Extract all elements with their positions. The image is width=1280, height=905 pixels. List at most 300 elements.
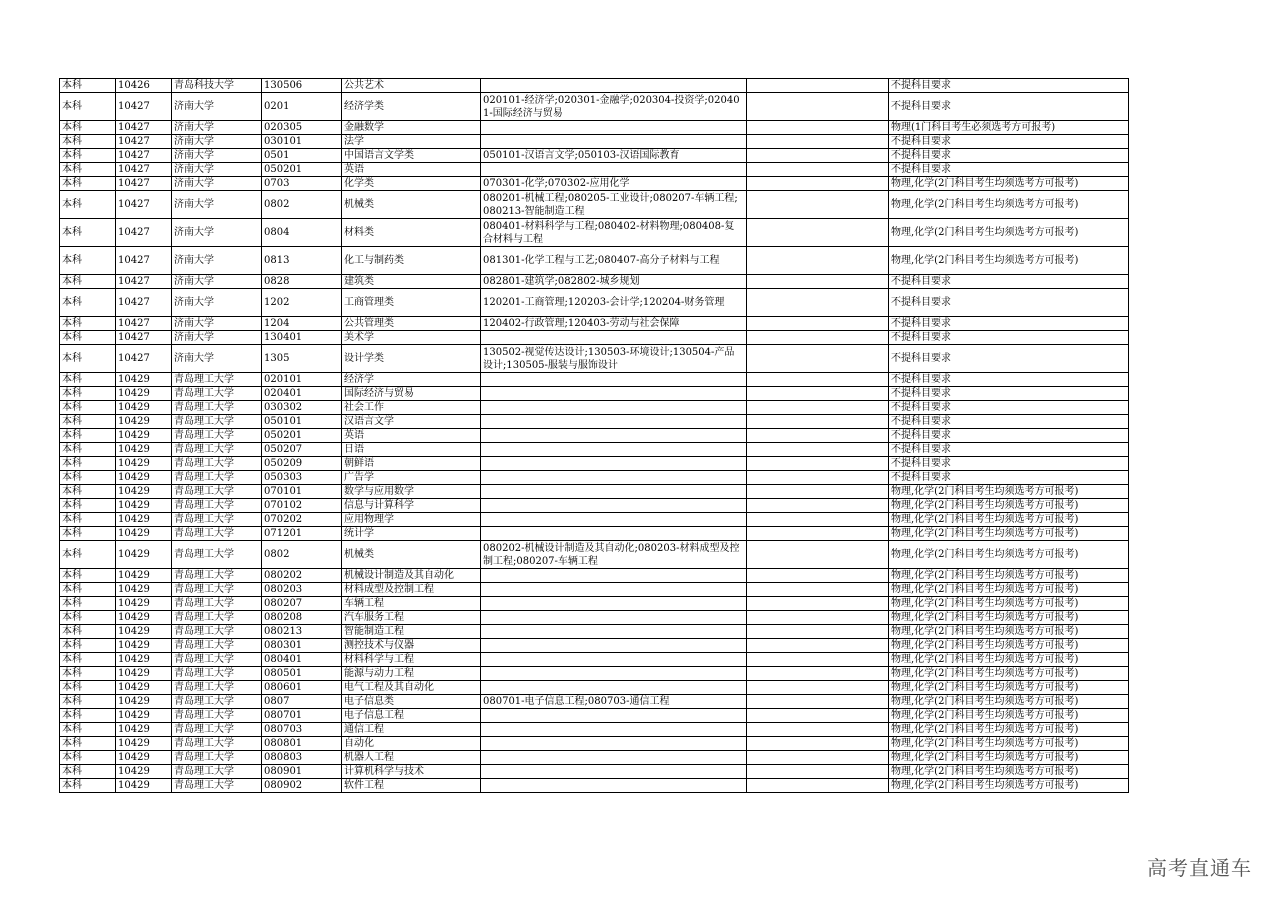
note-cell bbox=[747, 667, 889, 681]
table-row bbox=[60, 695, 1129, 709]
major-code-cell: 050207 bbox=[262, 443, 342, 457]
major-code-cell: 080401 bbox=[262, 653, 342, 667]
included-majors-cell bbox=[481, 163, 747, 177]
level-cell: 本科 bbox=[60, 219, 116, 247]
included-majors-cell bbox=[481, 443, 747, 457]
subject-requirement-cell: 物理,化学(2门科目考生均须选考方可报考) bbox=[889, 569, 1129, 583]
school-code-cell: 10429 bbox=[116, 499, 172, 513]
table-row bbox=[60, 135, 1129, 149]
included-majors-cell: 081301-化学工程与工艺;080407-高分子材料与工程 bbox=[481, 247, 747, 275]
subject-requirement-cell: 物理,化学(2门科目考生均须选考方可报考) bbox=[889, 751, 1129, 765]
major-name-cell: 公共管理类 bbox=[342, 317, 481, 331]
major-code-cell: 0807 bbox=[262, 695, 342, 709]
included-majors-cell bbox=[481, 415, 747, 429]
major-code-cell: 080203 bbox=[262, 583, 342, 597]
note-cell bbox=[747, 695, 889, 709]
note-cell bbox=[747, 317, 889, 331]
school-name-cell: 青岛理工大学 bbox=[172, 415, 262, 429]
major-code-cell: 080902 bbox=[262, 779, 342, 793]
major-code-cell: 130506 bbox=[262, 79, 342, 93]
subject-requirement-cell: 物理,化学(2门科目考生均须选考方可报考) bbox=[889, 219, 1129, 247]
level-cell: 本科 bbox=[60, 653, 116, 667]
school-name-cell: 青岛理工大学 bbox=[172, 723, 262, 737]
school-code-cell: 10429 bbox=[116, 373, 172, 387]
school-code-cell: 10429 bbox=[116, 513, 172, 527]
level-cell: 本科 bbox=[60, 569, 116, 583]
subject-requirement-cell: 物理,化学(2门科目考生均须选考方可报考) bbox=[889, 499, 1129, 513]
included-majors-cell bbox=[481, 499, 747, 513]
table-row bbox=[60, 751, 1129, 765]
table-row bbox=[60, 443, 1129, 457]
school-code-cell: 10427 bbox=[116, 163, 172, 177]
table-row bbox=[60, 275, 1129, 289]
note-cell bbox=[747, 723, 889, 737]
school-name-cell: 青岛理工大学 bbox=[172, 471, 262, 485]
table-row bbox=[60, 569, 1129, 583]
subject-requirement-cell: 物理,化学(2门科目考生均须选考方可报考) bbox=[889, 667, 1129, 681]
note-cell bbox=[747, 331, 889, 345]
note-cell bbox=[747, 429, 889, 443]
level-cell: 本科 bbox=[60, 695, 116, 709]
subject-requirement-cell: 不提科目要求 bbox=[889, 387, 1129, 401]
note-cell bbox=[747, 443, 889, 457]
subject-requirement-cell: 不提科目要求 bbox=[889, 443, 1129, 457]
school-name-cell: 青岛理工大学 bbox=[172, 457, 262, 471]
major-code-cell: 0804 bbox=[262, 219, 342, 247]
major-name-cell: 通信工程 bbox=[342, 723, 481, 737]
included-majors-cell bbox=[481, 121, 747, 135]
subject-requirement-cell: 物理,化学(2门科目考生均须选考方可报考) bbox=[889, 723, 1129, 737]
level-cell: 本科 bbox=[60, 415, 116, 429]
major-name-cell: 材料科学与工程 bbox=[342, 653, 481, 667]
table-row bbox=[60, 583, 1129, 597]
table-row bbox=[60, 457, 1129, 471]
level-cell: 本科 bbox=[60, 177, 116, 191]
school-name-cell: 青岛理工大学 bbox=[172, 765, 262, 779]
major-name-cell: 机器人工程 bbox=[342, 751, 481, 765]
major-name-cell: 日语 bbox=[342, 443, 481, 457]
note-cell bbox=[747, 513, 889, 527]
subject-requirement-cell: 物理,化学(2门科目考生均须选考方可报考) bbox=[889, 485, 1129, 499]
note-cell bbox=[747, 779, 889, 793]
school-code-cell: 10426 bbox=[116, 79, 172, 93]
included-majors-cell bbox=[481, 387, 747, 401]
major-name-cell: 汽车服务工程 bbox=[342, 611, 481, 625]
table-row bbox=[60, 471, 1129, 485]
school-code-cell: 10429 bbox=[116, 387, 172, 401]
subject-requirement-cell: 物理,化学(2门科目考生均须选考方可报考) bbox=[889, 611, 1129, 625]
school-code-cell: 10429 bbox=[116, 471, 172, 485]
major-code-cell: 1202 bbox=[262, 289, 342, 317]
included-majors-cell: 080201-机械工程;080205-工业设计;080207-车辆工程;080213-智能制造工程 bbox=[481, 191, 747, 219]
table-row bbox=[60, 401, 1129, 415]
school-name-cell: 青岛理工大学 bbox=[172, 541, 262, 569]
level-cell: 本科 bbox=[60, 373, 116, 387]
school-name-cell: 青岛理工大学 bbox=[172, 527, 262, 541]
subject-requirement-cell: 物理,化学(2门科目考生均须选考方可报考) bbox=[889, 779, 1129, 793]
included-majors-cell: 080401-材料科学与工程;080402-材料物理;080408-复合材料与工程 bbox=[481, 219, 747, 247]
school-name-cell: 济南大学 bbox=[172, 191, 262, 219]
included-majors-cell bbox=[481, 625, 747, 639]
included-majors-cell bbox=[481, 737, 747, 751]
major-code-cell: 050209 bbox=[262, 457, 342, 471]
major-name-cell: 经济学类 bbox=[342, 93, 481, 121]
table-row bbox=[60, 219, 1129, 247]
major-code-cell: 070101 bbox=[262, 485, 342, 499]
watermark-text: 高考直通车 bbox=[1147, 856, 1252, 880]
school-code-cell: 10429 bbox=[116, 751, 172, 765]
school-code-cell: 10429 bbox=[116, 401, 172, 415]
major-code-cell: 030101 bbox=[262, 135, 342, 149]
subject-requirement-cell: 物理,化学(2门科目考生均须选考方可报考) bbox=[889, 527, 1129, 541]
table-row bbox=[60, 681, 1129, 695]
included-majors-cell: 080701-电子信息工程;080703-通信工程 bbox=[481, 695, 747, 709]
included-majors-cell: 130502-视觉传达设计;130503-环境设计;130504-产品设计;130505-服装与服饰设计 bbox=[481, 345, 747, 373]
included-majors-cell: 070301-化学;070302-应用化学 bbox=[481, 177, 747, 191]
table-row bbox=[60, 247, 1129, 275]
school-code-cell: 10427 bbox=[116, 289, 172, 317]
level-cell: 本科 bbox=[60, 121, 116, 135]
major-code-cell: 050303 bbox=[262, 471, 342, 485]
level-cell: 本科 bbox=[60, 681, 116, 695]
subject-requirement-cell: 不提科目要求 bbox=[889, 163, 1129, 177]
major-code-cell: 0802 bbox=[262, 191, 342, 219]
major-name-cell: 统计学 bbox=[342, 527, 481, 541]
subject-requirement-cell: 物理,化学(2门科目考生均须选考方可报考) bbox=[889, 177, 1129, 191]
subject-requirement-cell: 物理,化学(2门科目考生均须选考方可报考) bbox=[889, 765, 1129, 779]
major-code-cell: 070102 bbox=[262, 499, 342, 513]
included-majors-cell bbox=[481, 429, 747, 443]
subject-requirement-cell: 物理,化学(2门科目考生均须选考方可报考) bbox=[889, 737, 1129, 751]
included-majors-cell bbox=[481, 569, 747, 583]
major-name-cell: 广告学 bbox=[342, 471, 481, 485]
school-code-cell: 10427 bbox=[116, 93, 172, 121]
major-name-cell: 计算机科学与技术 bbox=[342, 765, 481, 779]
level-cell: 本科 bbox=[60, 513, 116, 527]
subject-requirement-cell: 物理,化学(2门科目考生均须选考方可报考) bbox=[889, 597, 1129, 611]
major-name-cell: 信息与计算科学 bbox=[342, 499, 481, 513]
level-cell: 本科 bbox=[60, 387, 116, 401]
major-code-cell: 080801 bbox=[262, 737, 342, 751]
major-code-cell: 080202 bbox=[262, 569, 342, 583]
school-code-cell: 10429 bbox=[116, 597, 172, 611]
note-cell bbox=[747, 177, 889, 191]
note-cell bbox=[747, 457, 889, 471]
table-row bbox=[60, 345, 1129, 373]
major-name-cell: 美术学 bbox=[342, 331, 481, 345]
major-name-cell: 汉语言文学 bbox=[342, 415, 481, 429]
school-code-cell: 10427 bbox=[116, 177, 172, 191]
included-majors-cell bbox=[481, 135, 747, 149]
subject-requirement-cell: 物理,化学(2门科目考生均须选考方可报考) bbox=[889, 709, 1129, 723]
subject-requirement-cell: 不提科目要求 bbox=[889, 401, 1129, 415]
school-name-cell: 济南大学 bbox=[172, 163, 262, 177]
school-code-cell: 10427 bbox=[116, 121, 172, 135]
subject-requirement-cell: 不提科目要求 bbox=[889, 331, 1129, 345]
major-code-cell: 020101 bbox=[262, 373, 342, 387]
subject-requirement-cell: 物理(1门科目考生必须选考方可报考) bbox=[889, 121, 1129, 135]
school-name-cell: 青岛理工大学 bbox=[172, 583, 262, 597]
level-cell: 本科 bbox=[60, 765, 116, 779]
note-cell bbox=[747, 191, 889, 219]
school-code-cell: 10427 bbox=[116, 247, 172, 275]
level-cell: 本科 bbox=[60, 471, 116, 485]
note-cell bbox=[747, 485, 889, 499]
school-name-cell: 青岛理工大学 bbox=[172, 485, 262, 499]
school-code-cell: 10429 bbox=[116, 611, 172, 625]
major-code-cell: 050201 bbox=[262, 429, 342, 443]
school-name-cell: 青岛理工大学 bbox=[172, 681, 262, 695]
level-cell: 本科 bbox=[60, 93, 116, 121]
level-cell: 本科 bbox=[60, 163, 116, 177]
major-name-cell: 应用物理学 bbox=[342, 513, 481, 527]
school-name-cell: 济南大学 bbox=[172, 149, 262, 163]
school-code-cell: 10429 bbox=[116, 681, 172, 695]
level-cell: 本科 bbox=[60, 709, 116, 723]
school-name-cell: 青岛理工大学 bbox=[172, 653, 262, 667]
level-cell: 本科 bbox=[60, 331, 116, 345]
note-cell bbox=[747, 149, 889, 163]
major-name-cell: 金融数学 bbox=[342, 121, 481, 135]
included-majors-cell bbox=[481, 723, 747, 737]
requirements-table bbox=[59, 78, 1129, 793]
table-row bbox=[60, 639, 1129, 653]
table-row bbox=[60, 541, 1129, 569]
school-code-cell: 10427 bbox=[116, 345, 172, 373]
major-code-cell: 0802 bbox=[262, 541, 342, 569]
major-code-cell: 130401 bbox=[262, 331, 342, 345]
note-cell bbox=[747, 275, 889, 289]
school-code-cell: 10429 bbox=[116, 457, 172, 471]
level-cell: 本科 bbox=[60, 429, 116, 443]
table-row bbox=[60, 317, 1129, 331]
level-cell: 本科 bbox=[60, 275, 116, 289]
school-name-cell: 济南大学 bbox=[172, 121, 262, 135]
school-code-cell: 10429 bbox=[116, 485, 172, 499]
level-cell: 本科 bbox=[60, 611, 116, 625]
included-majors-cell: 080202-机械设计制造及其自动化;080203-材料成型及控制工程;080207-车辆工程 bbox=[481, 541, 747, 569]
major-name-cell: 自动化 bbox=[342, 737, 481, 751]
major-name-cell: 工商管理类 bbox=[342, 289, 481, 317]
included-majors-cell bbox=[481, 373, 747, 387]
school-name-cell: 青岛理工大学 bbox=[172, 611, 262, 625]
school-name-cell: 青岛科技大学 bbox=[172, 79, 262, 93]
level-cell: 本科 bbox=[60, 149, 116, 163]
subject-requirement-cell: 物理,化学(2门科目考生均须选考方可报考) bbox=[889, 681, 1129, 695]
major-name-cell: 国际经济与贸易 bbox=[342, 387, 481, 401]
major-code-cell: 080703 bbox=[262, 723, 342, 737]
subject-requirement-cell: 不提科目要求 bbox=[889, 93, 1129, 121]
major-code-cell: 080803 bbox=[262, 751, 342, 765]
included-majors-cell bbox=[481, 779, 747, 793]
school-code-cell: 10429 bbox=[116, 541, 172, 569]
note-cell bbox=[747, 653, 889, 667]
subject-requirement-cell: 物理,化学(2门科目考生均须选考方可报考) bbox=[889, 653, 1129, 667]
note-cell bbox=[747, 499, 889, 513]
school-code-cell: 10429 bbox=[116, 667, 172, 681]
major-name-cell: 软件工程 bbox=[342, 779, 481, 793]
school-name-cell: 济南大学 bbox=[172, 93, 262, 121]
school-name-cell: 济南大学 bbox=[172, 247, 262, 275]
included-majors-cell: 050101-汉语言文学;050103-汉语国际教育 bbox=[481, 149, 747, 163]
major-code-cell: 0201 bbox=[262, 93, 342, 121]
included-majors-cell bbox=[481, 79, 747, 93]
table-row bbox=[60, 429, 1129, 443]
table-row bbox=[60, 121, 1129, 135]
school-name-cell: 济南大学 bbox=[172, 135, 262, 149]
level-cell: 本科 bbox=[60, 135, 116, 149]
included-majors-cell bbox=[481, 765, 747, 779]
level-cell: 本科 bbox=[60, 597, 116, 611]
included-majors-cell bbox=[481, 597, 747, 611]
school-name-cell: 济南大学 bbox=[172, 289, 262, 317]
level-cell: 本科 bbox=[60, 751, 116, 765]
level-cell: 本科 bbox=[60, 401, 116, 415]
school-code-cell: 10429 bbox=[116, 765, 172, 779]
note-cell bbox=[747, 135, 889, 149]
major-name-cell: 建筑类 bbox=[342, 275, 481, 289]
school-code-cell: 10429 bbox=[116, 625, 172, 639]
table-row bbox=[60, 709, 1129, 723]
major-name-cell: 测控技术与仪器 bbox=[342, 639, 481, 653]
included-majors-cell bbox=[481, 681, 747, 695]
subject-requirement-cell: 物理,化学(2门科目考生均须选考方可报考) bbox=[889, 625, 1129, 639]
school-name-cell: 济南大学 bbox=[172, 345, 262, 373]
note-cell bbox=[747, 541, 889, 569]
major-code-cell: 050101 bbox=[262, 415, 342, 429]
level-cell: 本科 bbox=[60, 345, 116, 373]
major-name-cell: 能源与动力工程 bbox=[342, 667, 481, 681]
table-row bbox=[60, 765, 1129, 779]
major-code-cell: 080213 bbox=[262, 625, 342, 639]
table-row bbox=[60, 499, 1129, 513]
subject-requirement-cell: 不提科目要求 bbox=[889, 415, 1129, 429]
note-cell bbox=[747, 527, 889, 541]
major-name-cell: 机械类 bbox=[342, 541, 481, 569]
major-code-cell: 080501 bbox=[262, 667, 342, 681]
major-name-cell: 英语 bbox=[342, 429, 481, 443]
level-cell: 本科 bbox=[60, 317, 116, 331]
table-row bbox=[60, 191, 1129, 219]
school-code-cell: 10429 bbox=[116, 569, 172, 583]
table-row bbox=[60, 597, 1129, 611]
table-row bbox=[60, 667, 1129, 681]
included-majors-cell bbox=[481, 639, 747, 653]
level-cell: 本科 bbox=[60, 443, 116, 457]
note-cell bbox=[747, 415, 889, 429]
school-code-cell: 10427 bbox=[116, 135, 172, 149]
school-name-cell: 青岛理工大学 bbox=[172, 443, 262, 457]
school-code-cell: 10429 bbox=[116, 709, 172, 723]
level-cell: 本科 bbox=[60, 667, 116, 681]
school-name-cell: 济南大学 bbox=[172, 275, 262, 289]
subject-requirement-cell: 物理,化学(2门科目考生均须选考方可报考) bbox=[889, 513, 1129, 527]
included-majors-cell bbox=[481, 751, 747, 765]
major-name-cell: 材料类 bbox=[342, 219, 481, 247]
school-name-cell: 青岛理工大学 bbox=[172, 737, 262, 751]
level-cell: 本科 bbox=[60, 583, 116, 597]
school-code-cell: 10429 bbox=[116, 695, 172, 709]
major-name-cell: 英语 bbox=[342, 163, 481, 177]
major-name-cell: 电气工程及其自动化 bbox=[342, 681, 481, 695]
major-code-cell: 020305 bbox=[262, 121, 342, 135]
school-name-cell: 青岛理工大学 bbox=[172, 387, 262, 401]
included-majors-cell bbox=[481, 611, 747, 625]
table-row bbox=[60, 779, 1129, 793]
note-cell bbox=[747, 373, 889, 387]
major-name-cell: 材料成型及控制工程 bbox=[342, 583, 481, 597]
major-name-cell: 朝鲜语 bbox=[342, 457, 481, 471]
note-cell bbox=[747, 401, 889, 415]
school-name-cell: 济南大学 bbox=[172, 177, 262, 191]
table-row bbox=[60, 653, 1129, 667]
level-cell: 本科 bbox=[60, 639, 116, 653]
major-code-cell: 080207 bbox=[262, 597, 342, 611]
level-cell: 本科 bbox=[60, 779, 116, 793]
note-cell bbox=[747, 79, 889, 93]
note-cell bbox=[747, 709, 889, 723]
included-majors-cell bbox=[481, 331, 747, 345]
table-row bbox=[60, 177, 1129, 191]
major-code-cell: 030302 bbox=[262, 401, 342, 415]
table-row bbox=[60, 513, 1129, 527]
table-row bbox=[60, 331, 1129, 345]
level-cell: 本科 bbox=[60, 499, 116, 513]
school-name-cell: 青岛理工大学 bbox=[172, 401, 262, 415]
note-cell bbox=[747, 765, 889, 779]
included-majors-cell bbox=[481, 709, 747, 723]
table-row bbox=[60, 625, 1129, 639]
included-majors-cell bbox=[481, 471, 747, 485]
school-name-cell: 青岛理工大学 bbox=[172, 667, 262, 681]
subject-requirement-cell: 不提科目要求 bbox=[889, 471, 1129, 485]
major-code-cell: 0813 bbox=[262, 247, 342, 275]
note-cell bbox=[747, 597, 889, 611]
major-name-cell: 机械类 bbox=[342, 191, 481, 219]
included-majors-cell: 120402-行政管理;120403-劳动与社会保障 bbox=[481, 317, 747, 331]
table-row bbox=[60, 723, 1129, 737]
major-name-cell: 设计学类 bbox=[342, 345, 481, 373]
major-code-cell: 1204 bbox=[262, 317, 342, 331]
major-name-cell: 电子信息工程 bbox=[342, 709, 481, 723]
school-code-cell: 10429 bbox=[116, 429, 172, 443]
table-row bbox=[60, 289, 1129, 317]
school-code-cell: 10427 bbox=[116, 331, 172, 345]
school-name-cell: 青岛理工大学 bbox=[172, 709, 262, 723]
major-code-cell: 080701 bbox=[262, 709, 342, 723]
table-row bbox=[60, 163, 1129, 177]
major-name-cell: 机械设计制造及其自动化 bbox=[342, 569, 481, 583]
note-cell bbox=[747, 121, 889, 135]
subject-requirement-cell: 不提科目要求 bbox=[889, 79, 1129, 93]
note-cell bbox=[747, 247, 889, 275]
level-cell: 本科 bbox=[60, 541, 116, 569]
table-row bbox=[60, 93, 1129, 121]
subject-requirement-cell: 物理,化学(2门科目考生均须选考方可报考) bbox=[889, 639, 1129, 653]
subject-requirement-cell: 不提科目要求 bbox=[889, 345, 1129, 373]
subject-requirement-cell: 物理,化学(2门科目考生均须选考方可报考) bbox=[889, 695, 1129, 709]
school-code-cell: 10429 bbox=[116, 653, 172, 667]
major-code-cell: 0703 bbox=[262, 177, 342, 191]
note-cell bbox=[747, 583, 889, 597]
school-code-cell: 10427 bbox=[116, 275, 172, 289]
school-name-cell: 济南大学 bbox=[172, 317, 262, 331]
included-majors-cell bbox=[481, 667, 747, 681]
note-cell bbox=[747, 569, 889, 583]
subject-requirement-cell: 物理,化学(2门科目考生均须选考方可报考) bbox=[889, 583, 1129, 597]
table-row bbox=[60, 387, 1129, 401]
school-code-cell: 10427 bbox=[116, 149, 172, 163]
